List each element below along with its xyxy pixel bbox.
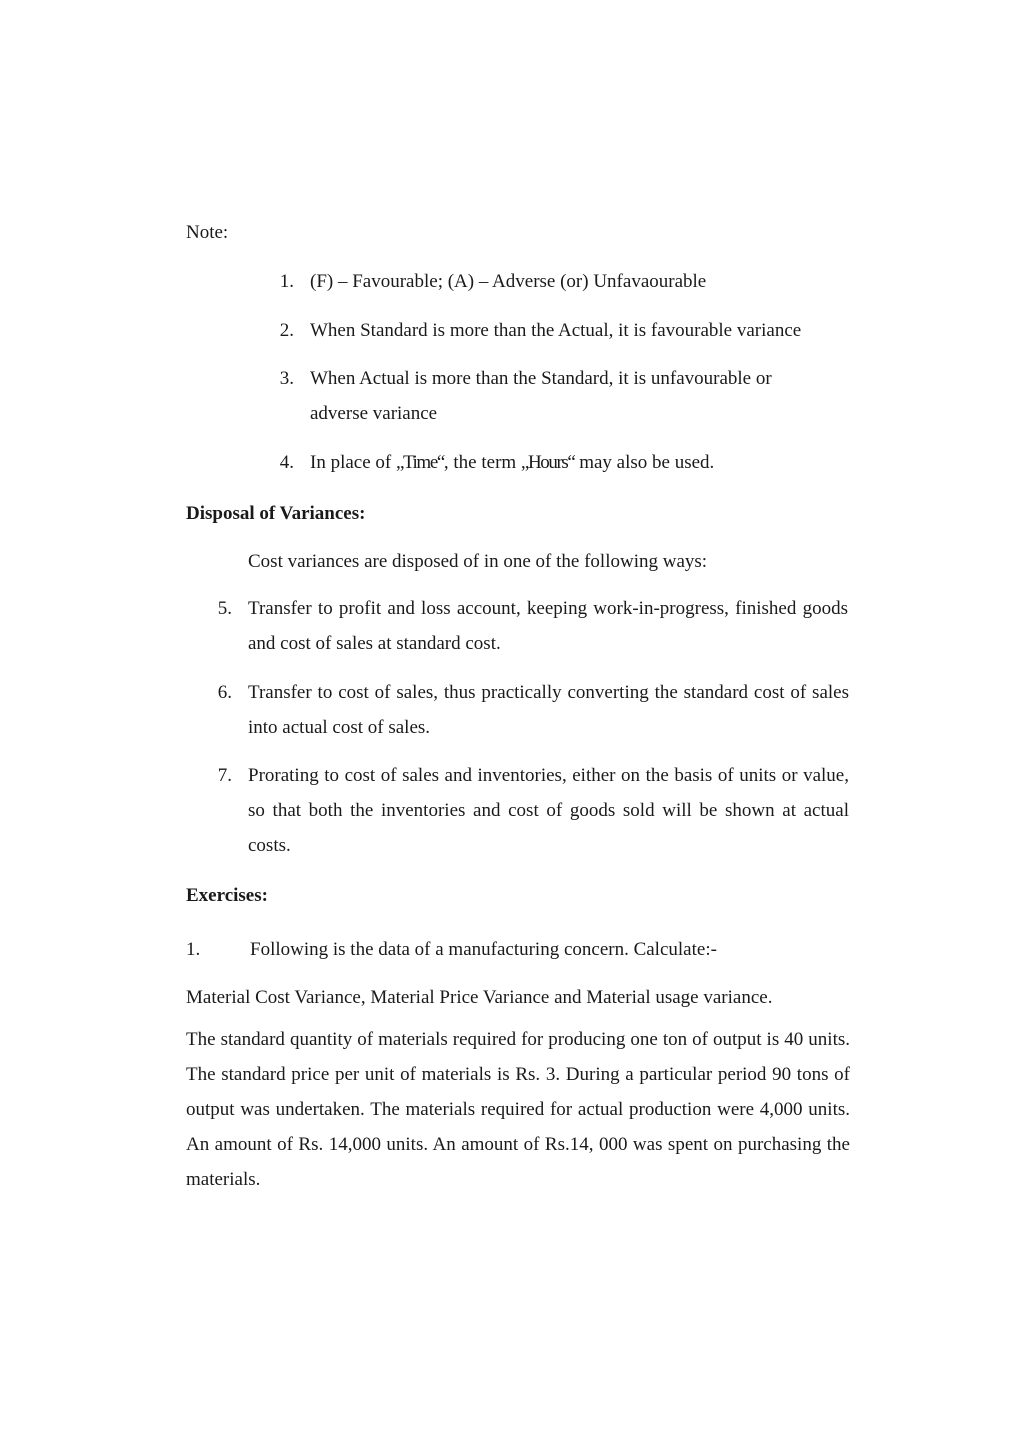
note-item-text: When Standard is more than the Actual, it is favourable variance (310, 320, 802, 341)
note-item-text: (F) – Favourable; (A) – Adverse (or) Unfavaourable (310, 271, 707, 292)
term-hours: „Hours“ (520, 452, 575, 473)
note-item-text-part: In place of (310, 452, 396, 473)
disposal-intro: Cost variances are disposed of in one of the following ways: (248, 551, 708, 572)
disposal-item-number: 7. (217, 765, 232, 786)
exercise-prompt: Following is the data of a manufacturing concern. Calculate:- (250, 939, 717, 960)
note-item-text-part: may also be used. (574, 452, 715, 473)
note-item-number: 3. (279, 368, 294, 389)
note-item-text-part: , the term (443, 452, 521, 473)
exercise-number: 1. (186, 939, 201, 960)
section-heading-disposal: Disposal of Variances: (186, 503, 366, 524)
note-item-text: When Actual is more than the Standard, it is unfavourable or adverse variance (310, 368, 772, 424)
disposal-item-number: 6. (217, 682, 232, 703)
section-heading-exercises: Exercises: (186, 885, 268, 906)
disposal-item-number: 5. (217, 598, 232, 619)
exercise-subtext: Material Cost Variance, Material Price Variance and Material usage variance. (186, 987, 773, 1008)
disposal-item-text: Transfer to profit and loss account, keeping work-in-progress, finished goods and cost of sales at standard cost. (248, 598, 848, 654)
note-item-text (310, 452, 714, 474)
term-time: „Time“ (395, 452, 444, 473)
note-item-number: 2. (279, 320, 294, 341)
disposal-item-text: Prorating to cost of sales and inventories, either on the basis of units or value, so that both the inventories and cost of goods sold will be shown at actual costs. (248, 765, 849, 856)
note-item-number: 1. (279, 271, 294, 292)
note-label: Note: (186, 222, 229, 243)
disposal-item-text: Transfer to cost of sales, thus practically converting the standard cost of sales into actual cost of sales. (248, 682, 849, 738)
note-item-number: 4. (279, 452, 294, 473)
exercise-paragraph: The standard quantity of materials required for producing one ton of output is 40 units. The standard price per unit of materials is Rs. 3. During a particular period 90 tons of output was undertaken. The materials required for actual production were 4,000 units. An amount of Rs. 14,000 units. An amount of Rs.14, 000 was spent on purchasing the materials. (186, 1029, 850, 1190)
